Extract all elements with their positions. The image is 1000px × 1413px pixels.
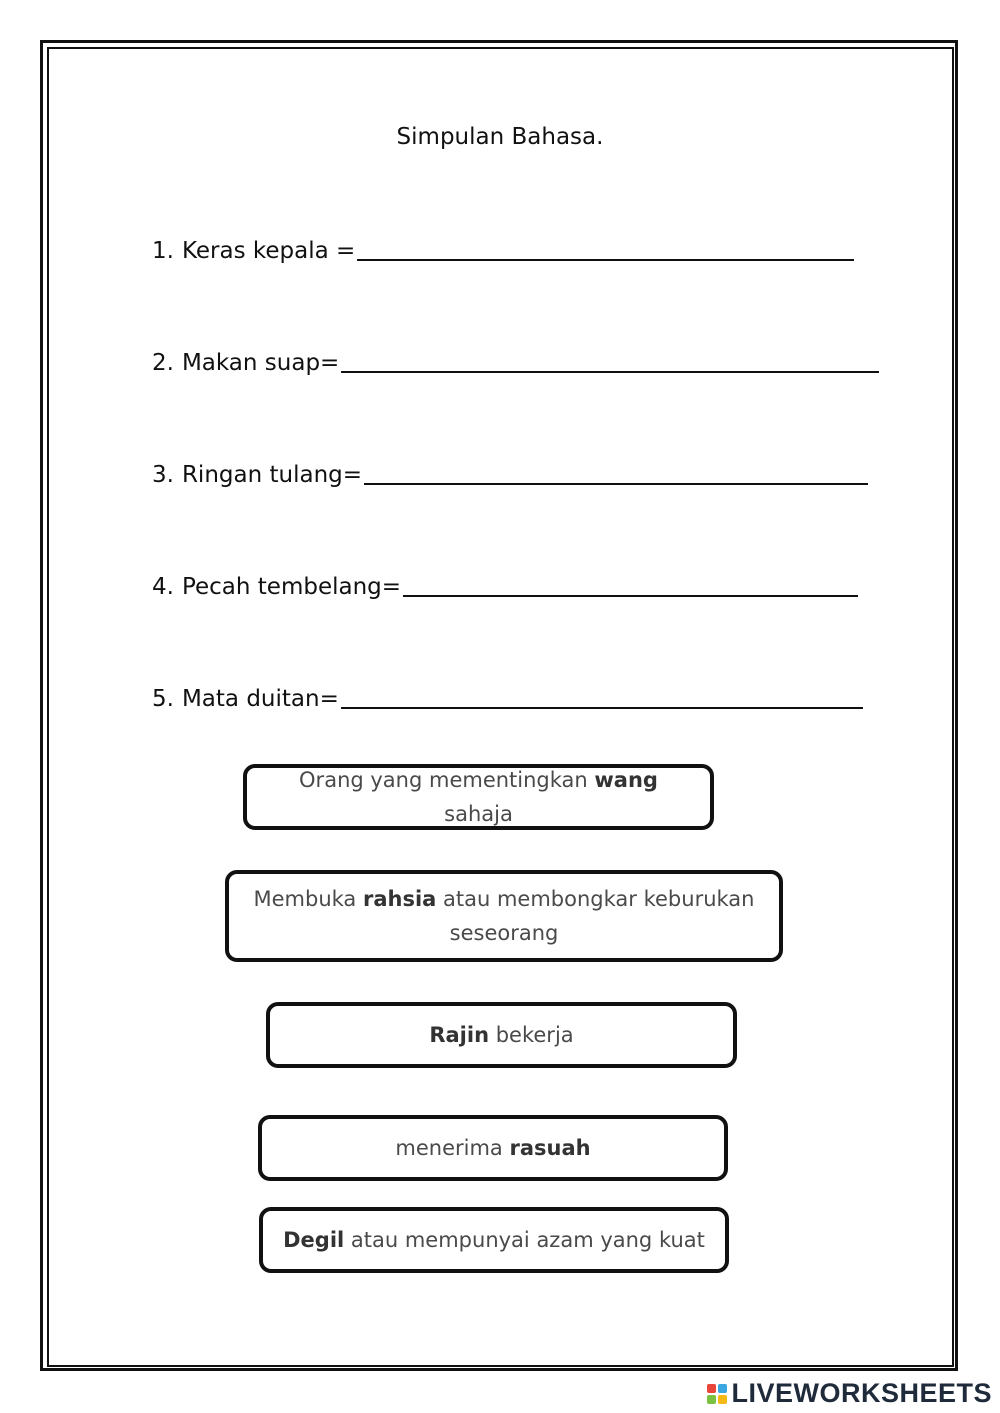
option-text: menerima rasuah: [395, 1136, 591, 1160]
answer-option-4[interactable]: [258, 1115, 728, 1181]
question-text: Mata duitan=: [181, 686, 339, 712]
answer-drop-zone-3[interactable]: [364, 461, 868, 485]
answer-drop-zone-2[interactable]: [341, 349, 879, 373]
question-row-4: [152, 566, 858, 600]
option-text: Rajin bekerja: [429, 1023, 574, 1047]
question-text: Pecah tembelang=: [181, 574, 402, 600]
answer-drop-zone-5[interactable]: [341, 685, 863, 709]
option-text: Membuka rahsia atau membongkar keburukan seseorang: [253, 887, 755, 945]
worksheet-title: Simpulan Bahasa.: [396, 124, 604, 150]
answer-drop-zone-4[interactable]: [403, 573, 858, 597]
question-row-1: [152, 230, 854, 264]
option-text: Degil atau mempunyai azam yang kuat: [283, 1228, 705, 1252]
question-number: 3.: [152, 462, 174, 488]
answer-option-1[interactable]: [243, 764, 714, 830]
question-number: 2.: [152, 350, 174, 376]
question-number: 4.: [152, 574, 174, 600]
question-row-5: [152, 678, 863, 712]
option-text: Orang yang mementingkan wang sahaja: [299, 768, 658, 826]
logo-square-green: [707, 1395, 716, 1404]
question-text: Ringan tulang=: [181, 462, 363, 488]
logo-square-yellow: [718, 1395, 727, 1404]
logo-text: LIVEWORKSHEETS: [731, 1378, 992, 1408]
answer-option-3[interactable]: [266, 1002, 737, 1068]
question-text: Keras kepala =: [181, 238, 356, 264]
logo-square-blue: [718, 1384, 727, 1393]
question-text: Makan suap=: [181, 350, 340, 376]
answer-drop-zone-1[interactable]: [357, 237, 854, 261]
question-row-3: [152, 454, 868, 488]
question-number: 5.: [152, 686, 174, 712]
question-number: 1.: [152, 238, 174, 264]
answer-option-5[interactable]: [259, 1207, 729, 1273]
liveworksheets-logo-icon: [707, 1384, 727, 1404]
question-row-2: [152, 342, 879, 376]
liveworksheets-logo[interactable]: [707, 1378, 992, 1409]
answer-option-2[interactable]: [225, 870, 783, 962]
logo-square-red: [707, 1384, 716, 1393]
